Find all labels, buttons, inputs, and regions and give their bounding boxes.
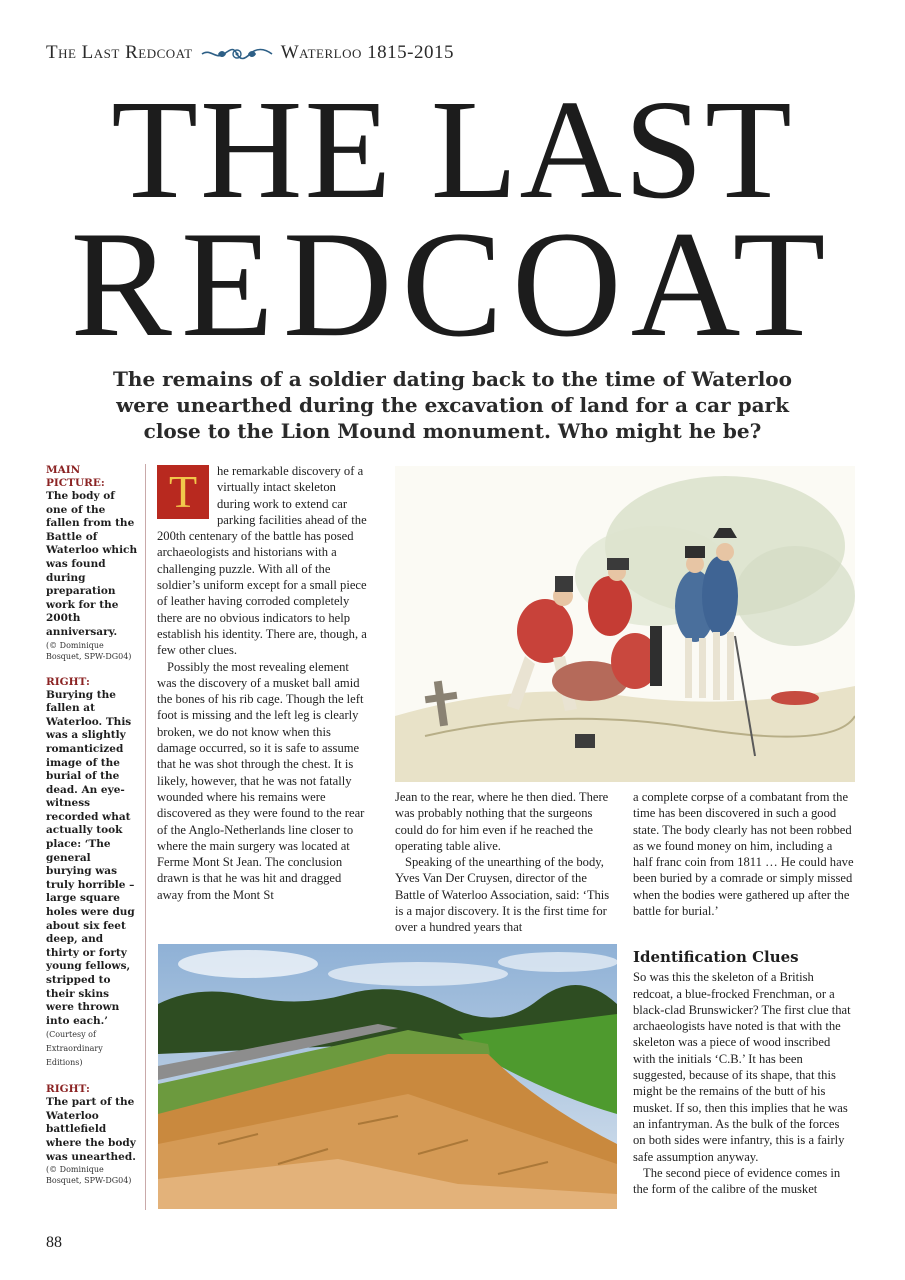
article-paragraph: a complete corpse of a combatant from the time has been discovered in such a good state. The body clearly has not been robbed as we found money on him, including a half franc coin from 1811 … He could have been buried by a comrade or simply missed when the bodies were gathered up after the battle for burial.’ bbox=[633, 790, 854, 919]
caption-sidebar bbox=[46, 464, 138, 1200]
section-subhead: Identification Clues bbox=[633, 948, 799, 966]
article-column-2 bbox=[395, 789, 615, 936]
drop-cap: T bbox=[157, 465, 209, 519]
article-paragraph: Possibly the most revealing element was the discovery of a musket ball amid the bones of his rib cage. Though the left foot is missing and the left leg is clearly broken, we do not know when this damage occurred, so it is safe to assume that he was shot through the chest. It is likely, however, that he was not fatally wounded where his remains were discovered as they were found to the rear of the Anglo-Netherlands line closer to where the main surgery was located at Ferme Mont St Jean. The conclusion drawn is that he was hit and dragged away from the Mont St bbox=[157, 659, 365, 902]
article-paragraph: Jean to the rear, where he then died. There was probably nothing that the surgeons could do for him even if he reached the operating table alive. bbox=[395, 790, 609, 853]
caption-text: The body of one of the fallen from the Battle of Waterloo which was found during preparation work for the 200th anniversary. bbox=[46, 490, 138, 638]
caption-battlefield-photo bbox=[46, 1083, 138, 1186]
article-paragraph: he remarkable discovery of a virtually intact skeleton during work to extend car parking facilities ahead of the 200th centenary of the battle has posed archaeologists and historians with a challenging puzzle. With all of the soldier’s uniform except for a small piece of leather having corroded completely there are no obvious indicators to help establish his identity. There are, though, a few other clues. bbox=[157, 464, 367, 658]
headline-line-2: REDCOAT bbox=[70, 200, 835, 368]
caption-credit: (© Dominique Bosquet, SPW-DG04) bbox=[46, 1165, 132, 1186]
caption-label: MAIN PICTURE: bbox=[46, 464, 105, 489]
article-column-3-continued bbox=[633, 949, 855, 1197]
caption-text: Burying the fallen at Waterloo. This was a slightly romanticized image of the burial of the dead. An eye-witness recorded what actually took place: ‘The general burying was truly horrible – large square holes were dug about six feet deep, and thirty or forty young fellows, stripped to their skins were thrown into each.’ (Courtesy of Extraordinary Editions) bbox=[46, 688, 135, 1067]
burial-illustration bbox=[395, 466, 855, 782]
running-head-right: Waterloo 1815-2015 bbox=[280, 42, 454, 63]
caption-divider bbox=[145, 464, 146, 1210]
article-paragraph: Speaking of the unearthing of the body, Yves Van Der Cruysen, director of the Battle of Waterloo Association, said: ‘This is a major discovery. It is the first time for over a hundred years that bbox=[395, 855, 610, 935]
caption-text: The part of the Waterloo battlefield where the body was unearthed. bbox=[46, 1096, 136, 1163]
page-number: 88 bbox=[46, 1234, 62, 1251]
caption-label: RIGHT: bbox=[46, 1083, 90, 1096]
caption-credit: (Courtesy of Extraordinary Editions) bbox=[46, 1030, 103, 1067]
running-head-left: The Last Redcoat bbox=[46, 42, 193, 63]
scroll-flourish-icon bbox=[200, 47, 274, 61]
caption-main-picture bbox=[46, 464, 138, 662]
caption-label: RIGHT: bbox=[46, 675, 90, 688]
article-paragraph: The second piece of evidence comes in the form of the calibre of the musket bbox=[633, 1165, 841, 1197]
article-column-3 bbox=[633, 789, 855, 919]
article-column-1 bbox=[157, 463, 371, 903]
caption-credit: (© Dominique Bosquet, SPW-DG04) bbox=[46, 640, 132, 661]
running-head bbox=[46, 42, 454, 64]
headline-line-1: THE LAST bbox=[111, 70, 794, 228]
standfirst: The remains of a soldier dating back to the time of Waterloo were unearthed during the excavation of land for a car park close to the Lion Mound monument. Who might he be? bbox=[113, 367, 792, 443]
battlefield-photo bbox=[158, 944, 617, 1209]
article-paragraph: So was this the skeleton of a British redcoat, a blue-frocked Frenchman, or a black-clad Brunswicker? The first clue that archaeologists have noted is that with the skeleton was a piece of wood inscribed with the initials ‘C.B.’ It has been suggested, because of its shape, that this might be the remains of the butt of his musket. If so, then this implies that he was an infantryman. As the bulk of the forces on both sides were infantry, this is a fairly safe assumption anyway. bbox=[633, 970, 851, 1164]
caption-burial-illustration bbox=[46, 676, 138, 1070]
